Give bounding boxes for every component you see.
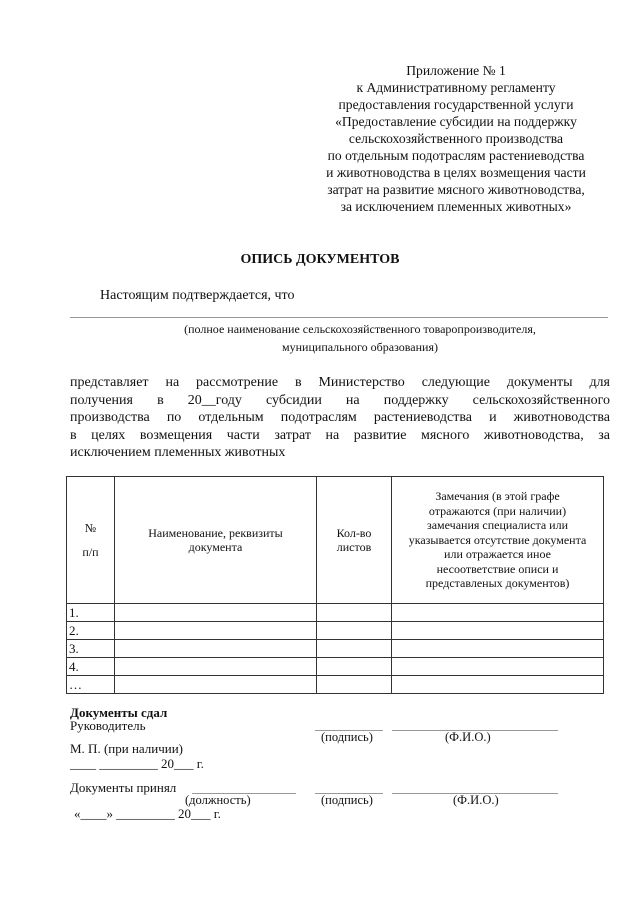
appendix-line: за исключением племенных животных» xyxy=(340,199,572,214)
paragraph-line: в целях возмещения части затрат на развитие мясного животноводства, за xyxy=(70,427,610,443)
cell-remarks[interactable] xyxy=(392,604,604,622)
cell-count[interactable] xyxy=(317,658,392,676)
caption-line: (полное наименование сельскохозяйственного товаропроизводителя, xyxy=(184,322,536,336)
signature-caption: (подпись) xyxy=(321,793,373,807)
received-label: Документы принял xyxy=(70,780,177,795)
producer-caption xyxy=(150,320,570,356)
appendix-line: затрат на развитие мясного животноводства, xyxy=(327,182,585,197)
table-row xyxy=(67,640,604,658)
signature-caption: (подпись) xyxy=(321,730,373,744)
cell-count[interactable] xyxy=(317,676,392,694)
documents-table xyxy=(66,476,604,694)
position-caption: (должность) xyxy=(185,793,251,807)
cell-remarks[interactable] xyxy=(392,640,604,658)
stamp-label: М. П. (при наличии) xyxy=(70,741,184,756)
header-document-name: Наименование, реквизиты документа xyxy=(115,477,317,604)
producer-name-line xyxy=(70,317,608,318)
date-field[interactable]: ____ _________ 20___ г. xyxy=(70,756,204,771)
head-label: Руководитель xyxy=(70,718,146,733)
header-remarks: Замечания (в этой графе отражаются (при наличии) замечания специалиста или указывается отсутствие документа или отражается иное несоответствие описи и представленых документов) xyxy=(392,477,604,604)
header-number-label: п/п xyxy=(82,545,99,559)
cell-count[interactable] xyxy=(317,622,392,640)
cell-name[interactable] xyxy=(115,658,317,676)
appendix-line: предоставления государственной услуги xyxy=(338,97,574,112)
cell-remarks[interactable] xyxy=(392,658,604,676)
table-row xyxy=(67,622,604,640)
table-row xyxy=(67,658,604,676)
cell-name[interactable] xyxy=(115,622,317,640)
header-number xyxy=(67,477,115,604)
date-field[interactable]: «____» _________ 20___ г. xyxy=(74,806,221,821)
cell-count[interactable] xyxy=(317,604,392,622)
row-number: 1. xyxy=(67,604,115,622)
body-paragraph xyxy=(70,374,610,462)
cell-remarks[interactable] xyxy=(392,622,604,640)
caption-line: муниципального образования) xyxy=(282,340,438,354)
paragraph-line: производства по отдельным подотраслям растениеводства и животноводства xyxy=(70,410,610,425)
handed-over-heading: Документы сдал xyxy=(70,705,168,720)
appendix-line: «Предоставление субсидии на поддержку xyxy=(335,114,577,129)
appendix-line: и животноводства в целях возмещения части xyxy=(326,165,586,180)
row-number: 3. xyxy=(67,640,115,658)
fio-caption: (Ф.И.О.) xyxy=(445,730,491,744)
row-number: 2. xyxy=(67,622,115,640)
paragraph-line: представляет на рассмотрение в Министерство следующие документы для xyxy=(70,375,610,390)
cell-name[interactable] xyxy=(115,604,317,622)
header-number-sign: № xyxy=(84,520,97,535)
table-row xyxy=(67,604,604,622)
document-title: ОПИСЬ ДОКУМЕНТОВ xyxy=(240,252,400,267)
cell-name[interactable] xyxy=(115,640,317,658)
table-header-row xyxy=(67,477,604,604)
paragraph-line: исключением племенных животных xyxy=(70,445,286,460)
row-number: 4. xyxy=(67,658,115,676)
cell-count[interactable] xyxy=(317,640,392,658)
appendix-line: к Административному регламенту xyxy=(356,80,556,95)
cell-name[interactable] xyxy=(115,676,317,694)
appendix-block xyxy=(300,62,612,215)
fio-caption: (Ф.И.О.) xyxy=(453,793,499,807)
header-sheet-count: Кол-во листов xyxy=(317,477,392,604)
appendix-line: Приложение № 1 xyxy=(406,63,506,78)
row-number: … xyxy=(67,676,115,694)
appendix-line: сельскохозяйственного производства xyxy=(348,131,564,146)
confirm-text: Настоящим подтверждается, что xyxy=(100,288,295,303)
appendix-line: по отдельным подотраслям растениеводства xyxy=(327,148,585,163)
paragraph-line: получения в 20__году субсидии на поддержку сельскохозяйственного xyxy=(70,392,610,408)
cell-remarks[interactable] xyxy=(392,676,604,694)
table-row xyxy=(67,676,604,694)
